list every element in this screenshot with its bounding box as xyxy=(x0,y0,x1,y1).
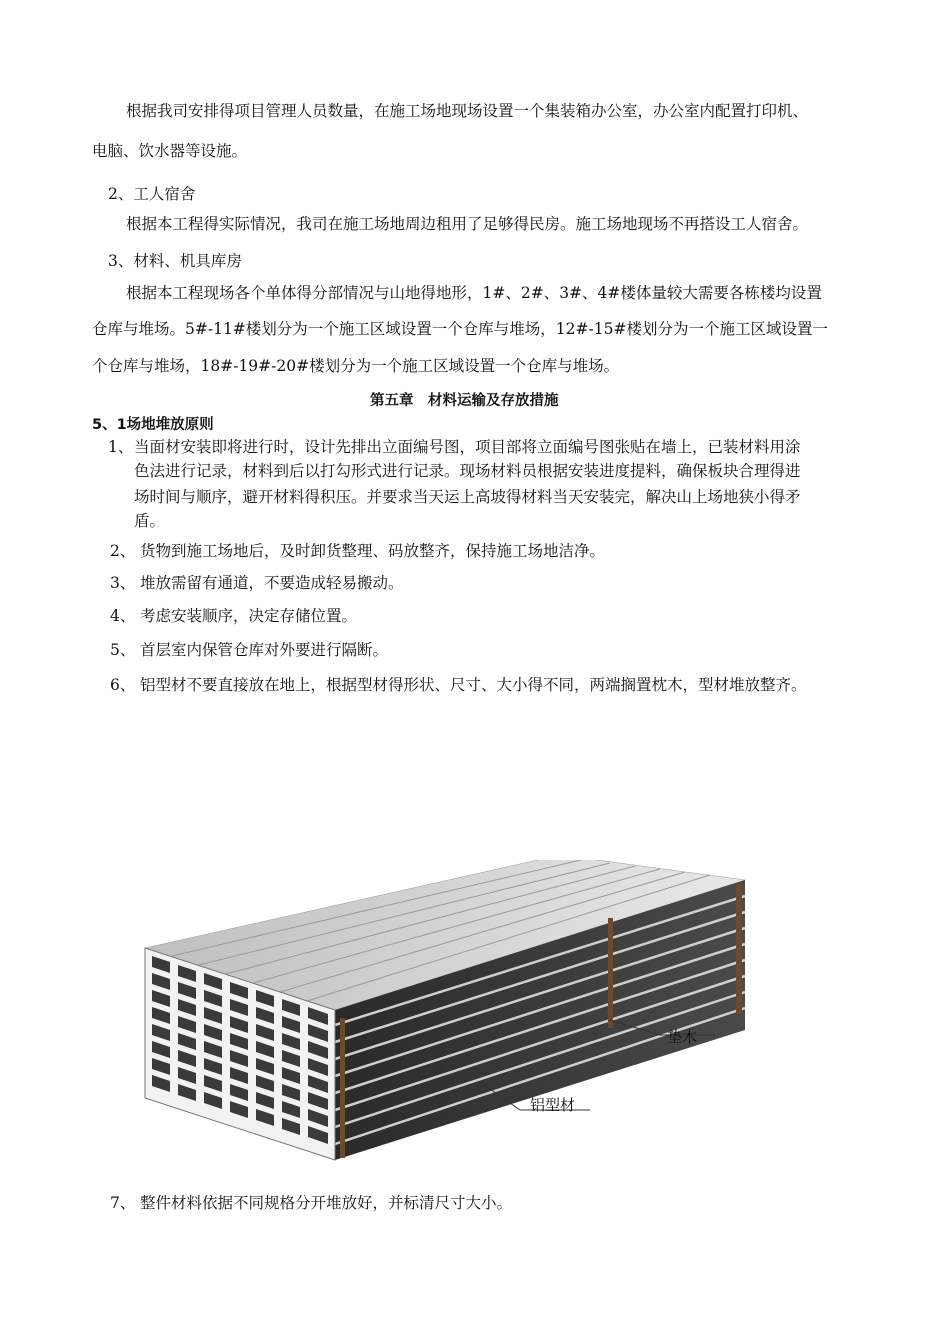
section-title: 5、1场地堆放原则 xyxy=(92,417,214,433)
item-1-number: 1、 xyxy=(108,438,134,456)
item-6-text: 铝型材不要直接放在地上，根据型材得形状、尺寸、大小得不同，两端搁置枕木，型材堆放整齐。 xyxy=(140,676,807,694)
item-5-text: 首层室内保管仓库对外要进行隔断。 xyxy=(140,641,389,659)
aluminum-stack-figure xyxy=(130,860,770,1170)
aluminum-stack-illustration xyxy=(130,860,770,1170)
label-aluminum-profile: 铝型材 xyxy=(530,1096,576,1114)
item-1-line-2: 色法进行记录，材料到后以打勾形式进行记录。现场材料员根据安装进度提料，确保板块合理得进 xyxy=(134,462,801,480)
label-wood-sleeper: 垫木 xyxy=(667,1028,698,1046)
item-7-number: 7、 xyxy=(110,1194,136,1212)
item-2-number: 2、 xyxy=(110,542,136,560)
item-1-line-3: 场时间与顺序，避开材料得积压。并要求当天运上高坡得材料当天安装完，解决山上场地狭小得矛 xyxy=(134,488,801,506)
item-1-line-1: 当面材安装即将进行时，设计先排出立面编号图，项目部将立面编号图张贴在墙上，已装材料用涂 xyxy=(134,438,801,456)
intro-line-2: 电脑、饮水器等设施。 xyxy=(92,142,248,160)
section-3-line-1: 根据本工程现场各个单体得分部情况与山地得地形，1#、2#、3#、4#楼体量较大需要各栋楼均设置 xyxy=(126,284,822,302)
intro-line-1: 根据我司安排得项目管理人员数量，在施工场地现场设置一个集装箱办公室，办公室内配置打印机、 xyxy=(126,102,809,120)
item-4-text: 考虑安装顺序，决定存储位置。 xyxy=(140,607,358,625)
item-7-text: 整件材料依据不同规格分开堆放好，并标清尺寸大小。 xyxy=(140,1194,513,1212)
section-3-heading: 3、材料、机具库房 xyxy=(108,252,242,270)
chapter-title: 第五章 材料运输及存放措施 xyxy=(370,393,559,409)
item-4-number: 4、 xyxy=(110,607,136,625)
section-2-text: 根据本工程得实际情况，我司在施工场地周边租用了足够得民房。施工场地现场不再搭设工人宿舍。 xyxy=(126,215,809,233)
section-3-line-2: 仓库与堆场。5#-11#楼划分为一个施工区域设置一个仓库与堆场，12#-15#楼划分为一个施工区域设置一 xyxy=(92,320,828,338)
item-2-text: 货物到施工场地后，及时卸货整理、码放整齐，保持施工场地洁净。 xyxy=(140,542,606,560)
section-3-line-3: 个仓库与堆场，18#-19#-20#楼划分为一个施工区域设置一个仓库与堆场。 xyxy=(92,357,620,375)
item-6-number: 6、 xyxy=(110,676,136,694)
item-1-line-4: 盾。 xyxy=(134,512,166,530)
item-5-number: 5、 xyxy=(110,641,136,659)
item-3-text: 堆放需留有通道，不要造成轻易搬动。 xyxy=(140,574,404,592)
item-3-number: 3、 xyxy=(110,574,136,592)
section-2-heading: 2、工人宿舍 xyxy=(108,185,196,203)
